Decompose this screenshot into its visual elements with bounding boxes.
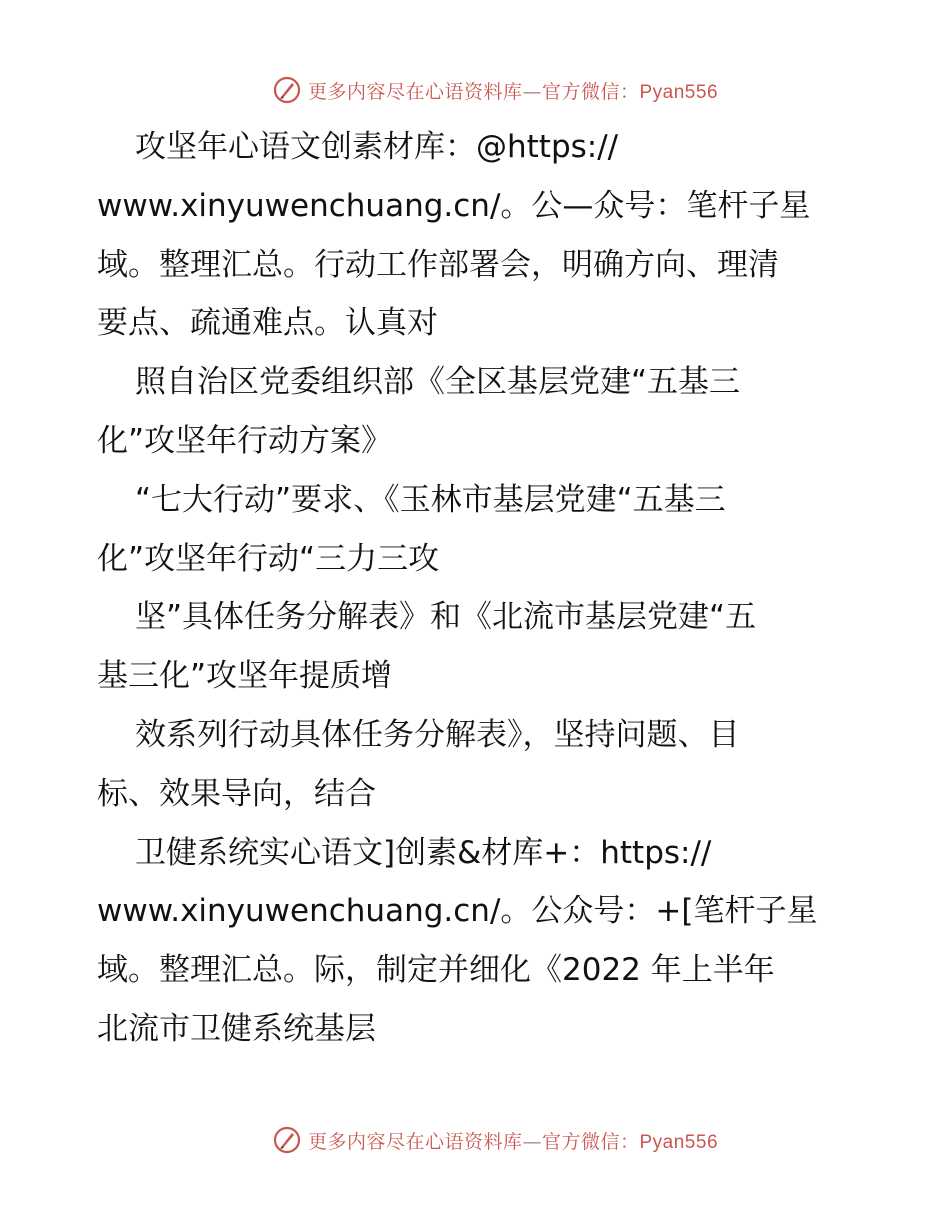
text-line: 化”攻坚年行动“三力三攻 <box>97 540 440 577</box>
text-line: 标、效果导向，结合 <box>97 775 376 812</box>
footer-watermark-banner <box>0 1120 950 1160</box>
header-watermark-separator: — <box>522 80 542 103</box>
text-line: 照自治区党委组织部《全区基层党建“五基三 <box>135 364 741 401</box>
text-line: 效系列行动具体任务分解表》，坚持问题、目 <box>135 716 740 753</box>
header-watermark-wechat-id: Pyan556 <box>639 81 719 103</box>
text-line: 基三化”攻坚年提质增 <box>97 658 393 695</box>
header-watermark-banner <box>0 70 950 110</box>
header-watermark-inner <box>272 75 718 105</box>
quill-logo-icon <box>272 1125 302 1155</box>
header-watermark-suffix: 官方微信： <box>541 80 640 103</box>
footer-watermark-separator: — <box>522 1130 542 1153</box>
text-line: 要点、疏通难点。认真对 <box>97 305 438 342</box>
text-line: 域。整理汇总。行动工作部署会，明确方向、理清 <box>97 246 779 283</box>
text-line: 攻坚年心语文创素材库：@https:// <box>135 129 619 165</box>
quill-logo-icon <box>272 75 302 105</box>
footer-watermark-wechat-id: Pyan556 <box>639 1131 719 1153</box>
footer-watermark-inner <box>272 1125 718 1155</box>
text-line: 坚”具体任务分解表》和《北流市基层党建“五 <box>135 599 757 636</box>
header-watermark-main: 更多内容尽在心语资料库 <box>307 80 523 103</box>
text-line: 北流市卫健系统基层 <box>97 1010 376 1047</box>
text-line: 域。整理汇总。际，制定并细化《2022 年上半年 <box>97 952 775 989</box>
text-line: www.xinyuwenchuang.cn/。公众号：+[笔杆子星 <box>97 893 818 930</box>
text-line: “七大行动”要求、《玉林市基层党建“五基三 <box>135 481 726 518</box>
text-line: 卫健系统实心语文]创素&材库+：https:// <box>135 834 712 871</box>
footer-watermark-text <box>308 1127 718 1154</box>
text-line: 化”攻坚年行动方案》 <box>97 422 393 459</box>
text-line: www.xinyuwenchuang.cn/。公—众号：笔杆子星 <box>97 187 811 224</box>
document-body <box>97 118 877 1059</box>
footer-watermark-suffix: 官方微信： <box>541 1130 640 1153</box>
header-watermark-text <box>308 77 718 104</box>
footer-watermark-main: 更多内容尽在心语资料库 <box>307 1130 523 1153</box>
